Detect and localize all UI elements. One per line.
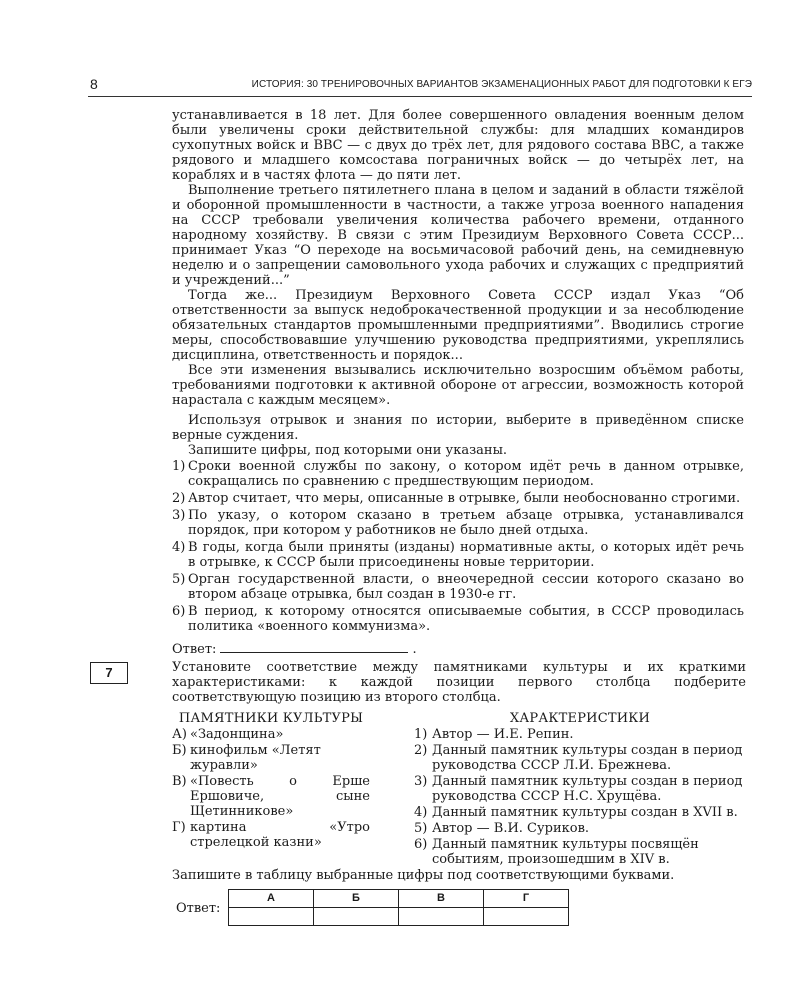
answer-table-area [172, 889, 746, 929]
left-item [172, 743, 370, 773]
answer-table [228, 889, 569, 926]
answer-end: . [412, 642, 417, 657]
table-header-cell: Г [484, 890, 569, 908]
answer-cell-a[interactable] [229, 908, 314, 926]
item-text: Данный памятник культуры создан в период руководства СССР Л.И. Брежнева. [432, 743, 743, 773]
task7-instruction: Установите соответствие между памятниками культуры и их краткими характеристиками: к каждой позиции первого столбца подберите соответствующую позицию из второго столбца. [172, 660, 746, 705]
task6-answer-row [172, 640, 744, 657]
option-text: В период, к которому относятся описываемые события, в СССР проводилась политика «военного коммунизма». [188, 604, 744, 634]
table-header-cell: А [229, 890, 314, 908]
right-item [414, 774, 746, 804]
answer-cell-d[interactable] [484, 908, 569, 926]
right-column-title: ХАРАКТЕРИСТИКИ [509, 711, 651, 726]
item-number: 3) [414, 774, 428, 789]
option-number: 6) [172, 604, 186, 619]
page-number: 8 [90, 76, 98, 92]
answer-cell-c[interactable] [399, 908, 484, 926]
item-letter: Б) [172, 743, 187, 758]
item-number: 1) [414, 727, 428, 742]
left-column-title: ПАМЯТНИКИ КУЛЬТУРЫ [178, 711, 364, 726]
item-text: Данный памятник культуры создан в период руководства СССР Н.С. Хрущёва. [432, 774, 743, 804]
left-item [172, 820, 370, 850]
task6-sub-instruction: Запишите цифры, под которыми они указаны. [188, 443, 508, 458]
option-item [172, 459, 744, 489]
option-text: В годы, когда были приняты (изданы) нормативные акты, о которых идёт речь в отрывке, к СССР были присоединены новые территории. [188, 540, 744, 570]
passage-paragraph: Тогда же... Президиум Верховного Совета СССР издал Указ “Об ответственности за выпуск недоброкачественной продукции и за несоблюдение обязательных стандартов промышленными предприятиями”. Вводились строгие меры, способствовавшие улучшению руководства предприятиями, укреплялись дисциплина, ответственность и порядок... [172, 288, 744, 363]
right-item [414, 805, 746, 820]
option-number: 3) [172, 508, 186, 523]
table-header-row [229, 890, 569, 908]
item-text: «Повесть о Ерше Ершовиче, сыне Щетинникове» [190, 774, 370, 819]
task6-instruction: Используя отрывок и знания по истории, выберите в приведённом списке верные суждения. [172, 413, 744, 443]
task7 [172, 660, 746, 929]
left-column [172, 711, 370, 868]
option-item [172, 540, 744, 570]
option-number: 2) [172, 491, 186, 506]
option-number: 4) [172, 540, 186, 555]
answer-cell-b[interactable] [314, 908, 399, 926]
item-number: 2) [414, 743, 428, 758]
passage-paragraph: Выполнение третьего пятилетнего плана в целом и заданий в области тяжёлой и оборонной промышленности в частности, а также угроза военного нападения на СССР требовали увеличения количества рабочего времени, отданного народному хозяйству. В связи с этим Президиум Верховного Совета СССР... принимает Указ “О переходе на восьмичасовой рабочий день, на семидневную неделю и о запрещении самовольного ухода рабочих и служащих с предприятий и учреждений...” [172, 183, 744, 288]
item-text: «Задонщина» [190, 727, 284, 742]
right-item [414, 837, 746, 867]
answer-label: Ответ: [172, 642, 217, 657]
item-letter: В) [172, 774, 187, 789]
item-text: Данный памятник культуры создан в XVII в. [432, 805, 738, 820]
task7-number-box: 7 [90, 662, 128, 684]
page-header [88, 74, 752, 97]
table-answer-row [229, 908, 569, 926]
right-item [414, 821, 746, 836]
table-instruction: Запишите в таблицу выбранные цифры под соответствующими буквами. [172, 868, 675, 883]
option-text: Орган государственной власти, о внеочередной сессии которого сказано во втором абзаце отрывка, был создан в 1930-е гг. [188, 572, 744, 602]
option-item [172, 604, 744, 634]
option-item [172, 572, 744, 602]
left-item [172, 774, 370, 819]
item-number: 6) [414, 837, 428, 852]
table-header-cell: В [399, 890, 484, 908]
right-item [414, 743, 746, 773]
right-column [414, 711, 746, 868]
item-text: картина «Утро стрелецкой казни» [190, 820, 370, 850]
task6-options [172, 459, 744, 634]
item-letter: Г) [172, 820, 186, 835]
item-text: Автор — И.Е. Репин. [432, 727, 574, 742]
option-text: Автор считает, что меры, описанные в отрывке, были необоснованно строгими. [188, 491, 741, 506]
option-number: 1) [172, 459, 186, 474]
main-content [172, 108, 744, 657]
option-number: 5) [172, 572, 186, 587]
right-item [414, 727, 746, 742]
passage-paragraph: устанавливается в 18 лет. Для более совершенного овладения военным делом были увеличены сроки действительной службы: для младших командиров сухопутных войск и ВВС — с двух до трёх лет, для рядового состава ВВС, а также рядового и младшего комсостава пограничных войск — до четырёх лет, на кораблях и в частях флота — до пяти лет. [172, 108, 744, 183]
item-number: 4) [414, 805, 428, 820]
option-item [172, 491, 744, 506]
option-text: Сроки военной службы по закону, о котором идёт речь в данном отрывке, сокращались по сравнению с предшествующим периодом. [188, 459, 744, 489]
left-item [172, 727, 370, 742]
item-letter: А) [172, 727, 187, 742]
option-item [172, 508, 744, 538]
running-head: ИСТОРИЯ: 30 ТРЕНИРОВОЧНЫХ ВАРИАНТОВ ЭКЗАМЕНАЦИОННЫХ РАБОТ ДЛЯ ПОДГОТОВКИ К ЕГЭ [251, 79, 752, 90]
match-columns [172, 711, 746, 868]
passage-paragraph: Все эти изменения вызывались исключительно возросшим объёмом работы, требованиями подготовки к активной обороне от агрессии, возможность которой нарастала с каждым месяцем». [172, 363, 744, 408]
item-text: Данный памятник культуры посвящён событиям, произошедшим в XIV в. [432, 837, 699, 867]
option-text: По указу, о котором сказано в третьем абзаце отрывка, устанавливался порядок, при котором у работников не было дней отдыха. [188, 508, 744, 538]
item-text: кинофильм «Летят журавли» [190, 743, 321, 773]
table-header-cell: Б [314, 890, 399, 908]
item-text: Автор — В.И. Суриков. [432, 821, 590, 836]
item-number: 5) [414, 821, 428, 836]
answer-line[interactable] [220, 640, 408, 653]
answer-label: Ответ: [176, 901, 221, 916]
